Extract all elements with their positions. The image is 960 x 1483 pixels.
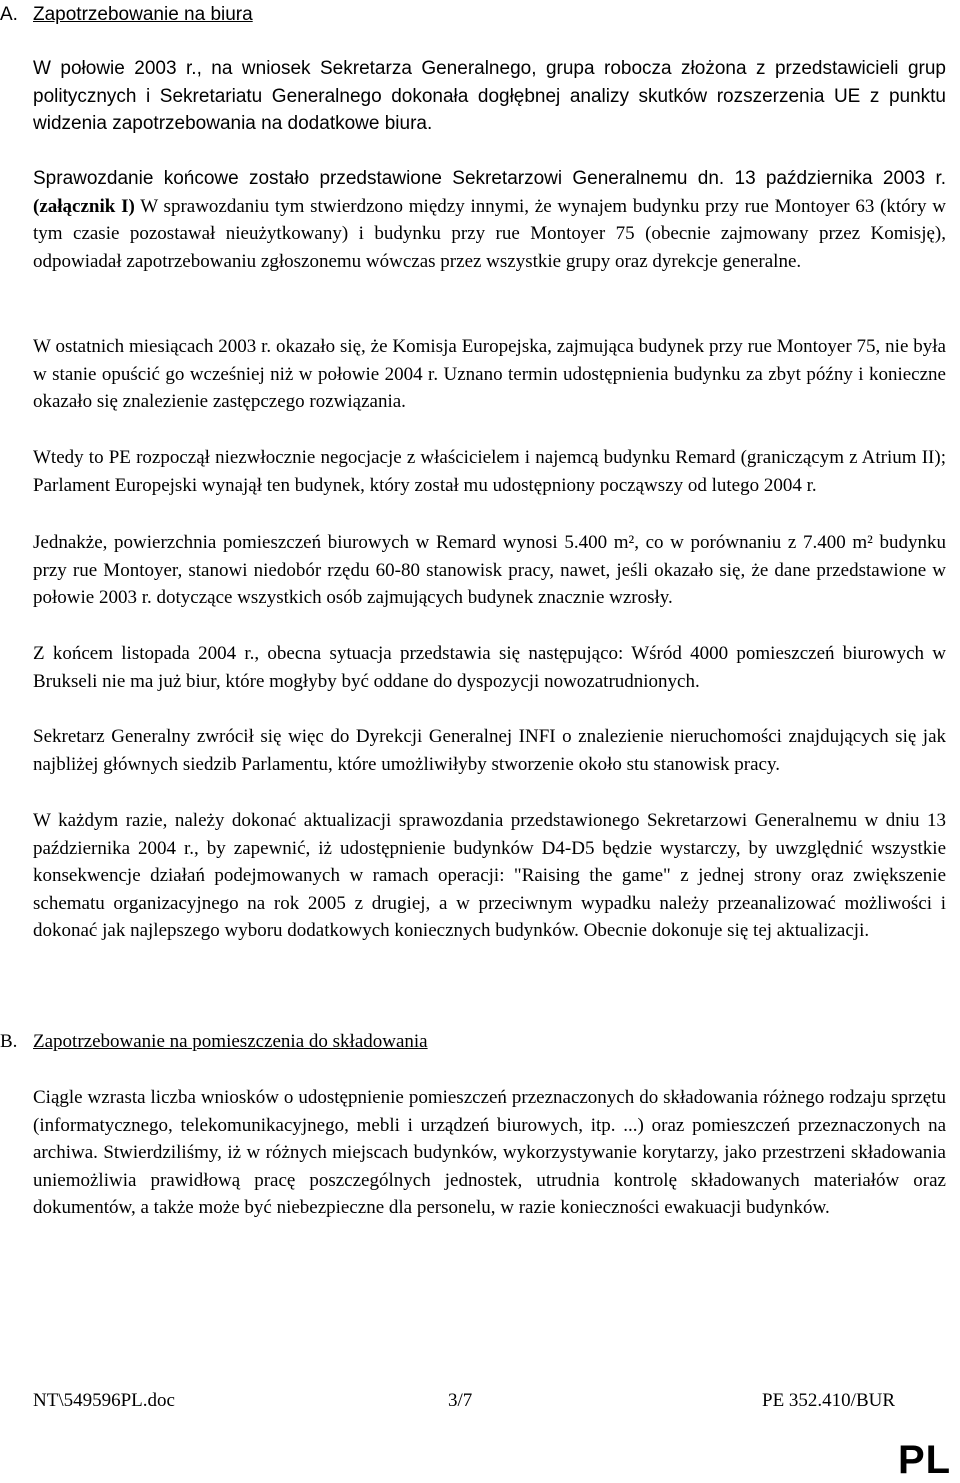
section-b-title: Zapotrzebowanie na pomieszczenia do składowania bbox=[33, 1031, 428, 1052]
paragraph-2-start: Sprawozdanie końcowe zostało przedstawione Sekretarzowi Generalnemu dn. 13 października 2003 r. bbox=[33, 168, 946, 189]
paragraph-9: Ciągle wzrasta liczba wniosków o udostępnienie pomieszczeń przeznaczonych do składowania różnego rodzaju sprzętu (informatycznego, telekomunikacyjnego, mebli i urządzeń biurowych, itp. ...) oraz pomieszczeń przeznaczonych na archiwa. Stwierdziliśmy, iż w różnych miejscach budynków, wykorzystywanie korytarzy, jako przestrzeni składowania uniemożliwia prawidłową pracę poszczególnych jednostek, utrudnia kontrolę składowanych materiałów oraz dokumentów, a także może być niebezpieczne dla personelu, w razie konieczności ewakuacji budynków. bbox=[33, 1087, 946, 1218]
paragraph-4: Wtedy to PE rozpoczął niezwłocznie negocjacje z właścicielem i najemcą budynku Remard (graniczącym z Atrium II); Parlament Europejski wynajął ten budynek, który został mu udostępniony począwszy od lutego 2004 r. bbox=[33, 447, 946, 496]
footer-page-number: 3/7 bbox=[448, 1390, 473, 1411]
paragraph-3: W ostatnich miesiącach 2003 r. okazało się, że Komisja Europejska, zajmująca budynek przy rue Montoyer 75, nie była w stanie opuścić go wcześniej niż w połowie 2004 r. Uznano termin udostępnienia budynku za zbyt późny i konieczne okazało się znalezienie zastępczego rozwiązania. bbox=[33, 336, 946, 412]
annex-reference: (załącznik I) bbox=[33, 195, 135, 217]
page-footer bbox=[33, 1387, 933, 1415]
section-a-heading bbox=[0, 1, 946, 29]
footer-reference: PE 352.410/BUR bbox=[762, 1390, 896, 1411]
paragraph-7: Sekretarz Generalny zwrócił się więc do Dyrekcji Generalnej INFI o znalezienie nieruchomości znajdujących się jak najbliżej głównych siedzib Parlamentu, które umożliwiłyby stworzenie około stu stanowisk pracy. bbox=[33, 726, 946, 775]
language-code: PL bbox=[898, 1438, 952, 1482]
section-a-title: Zapotrzebowanie na biura bbox=[33, 4, 253, 25]
section-a-letter: A. bbox=[0, 4, 18, 25]
paragraph-1: W połowie 2003 r., na wniosek Sekretarza Generalnego, grupa robocza złożona z przedstawicieli grup politycznych i Sekretariatu Generalnego dokonała dogłębnej analizy skutków rozszerzenia UE z punktu widzenia zapotrzebowania na dodatkowe biura. bbox=[33, 58, 946, 134]
paragraph-5: Jednakże, powierzchnia pomieszczeń biurowych w Remard wynosi 5.400 m², co w porównaniu z 7.400 m² budynku przy rue Montoyer, stanowi niedobór rzędu 60-80 stanowisk pracy, nawet, jeśli okazało się, że dane przedstawione w połowie 2003 r. dotyczące wszystkich osób zajmujących budynek znacznie wzrosły. bbox=[33, 532, 946, 608]
footer-file-name: NT\549596PL.doc bbox=[33, 1390, 175, 1411]
paragraph-8: W każdym razie, należy dokonać aktualizacji sprawozdania przedstawionego Sekretarzowi Generalnemu w dniu 13 października 2004 r., by zapewnić, iż udostępnienie budynków D4-D5 będzie wystarczy, by uwzględnić wszystkie konsekwencje działań podejmowanych w ramach operacji: "Raising the game" z jednej strony oraz zwiększenie schematu organizacyjnego na rok 2005 z drugiej, a w przeciwnym wypadku należy przeanalizować możliwości i dokonać jak najlepszego wyboru dodatkowych koniecznych budynków. Obecnie dokonuje się tej aktualizacji. bbox=[33, 810, 946, 941]
paragraph-6: Z końcem listopada 2004 r., obecna sytuacja przedstawia się następująco: Wśród 4000 pomieszczeń biurowych w Brukseli nie ma już biur, które mogłyby być oddane do dyspozycji nowozatrudnionych. bbox=[33, 643, 946, 692]
paragraph-2 bbox=[33, 165, 946, 275]
section-b-letter: B. bbox=[0, 1031, 18, 1052]
paragraph-2-end: W sprawozdaniu tym stwierdzono między innymi, że wynajem budynku przy rue Montoyer 63 (który w tym czasie pozostawał nieużytkowany) i budynku przy rue Montoyer 75 (obecnie zajmowany przez Komisję), odpowiadał zapotrzebowaniu zgłoszonemu wówczas przez wszystkie grupy oraz dyrekcje generalne. bbox=[33, 195, 946, 272]
section-b-heading bbox=[0, 1028, 946, 1056]
